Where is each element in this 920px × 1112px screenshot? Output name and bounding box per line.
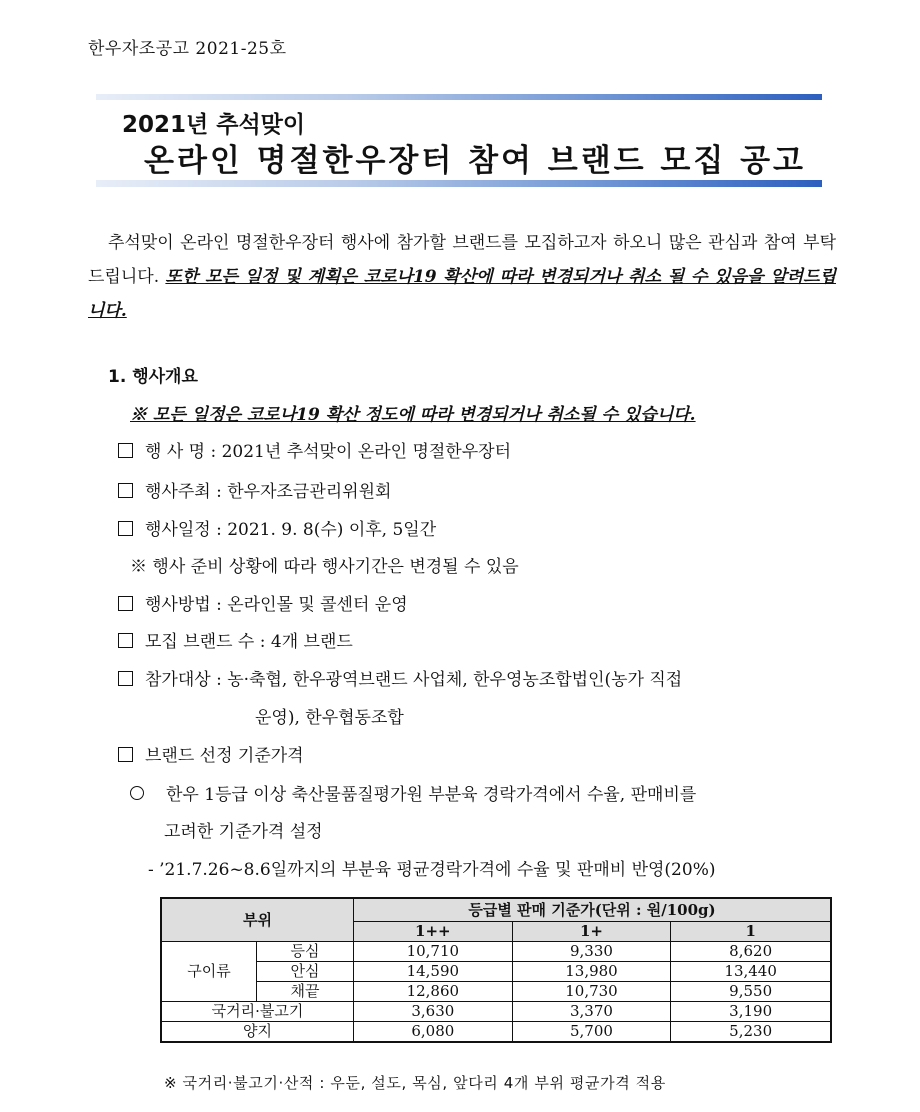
- section-title: 1. 행사개요: [108, 367, 198, 387]
- price-cell: 9,330: [512, 942, 671, 962]
- price-cell: 10,710: [354, 942, 513, 962]
- intro-emphasis: 또한 모든 일정 및 계획은 코로나19 확산에 따라 변경되거나 취소 될 수 있음을 알려드립니다.: [88, 267, 837, 321]
- part-cell: 안심: [257, 962, 354, 982]
- price-cell: 10,730: [512, 982, 671, 1002]
- price-cell: 5,700: [512, 1022, 671, 1043]
- part-cell: 양지: [161, 1022, 354, 1043]
- part-cell: 국거리·불고기: [161, 1002, 354, 1022]
- section-note: ※ 모든 일정은 코로나19 확산 정도에 따라 변경되거나 취소될 수 있습니다.: [130, 405, 696, 425]
- checkbox-square-icon: [118, 596, 133, 611]
- table-row: [161, 962, 831, 982]
- price-cell: 14,590: [354, 962, 513, 982]
- header-grade-group: 등급별 판매 기준가(단위 : 원/100g): [354, 898, 832, 922]
- table-row: [161, 1002, 831, 1022]
- item-text: 한우 1등급 이상 축산물품질평가원 부분육 경락가격에서 수율, 판매비를: [166, 785, 697, 805]
- price-cell: 13,440: [671, 962, 831, 982]
- item-text: 모집 브랜드 수 : 4개 브랜드: [145, 632, 353, 652]
- price-cell: 6,080: [354, 1022, 513, 1043]
- item-price-basis-cont: 고려한 기준가격 설정: [164, 822, 323, 842]
- header-part: 부위: [161, 898, 354, 942]
- page-title: 온라인 명절한우장터 참여 브랜드 모집 공고: [144, 143, 806, 179]
- checkbox-square-icon: [118, 443, 133, 458]
- checkbox-square-icon: [118, 671, 133, 686]
- item-method: [118, 590, 408, 615]
- item-text: 행사일정 : 2021. 9. 8(수) 이후, 5일간: [145, 520, 437, 540]
- item-text: 행 사 명 : 2021년 추석맞이 온라인 명절한우장터: [145, 442, 511, 462]
- notice-number: 한우자조공고 2021-25호: [88, 39, 287, 59]
- header-grade: 1+: [512, 922, 671, 942]
- item-host: [118, 477, 391, 502]
- title-banner: [96, 94, 822, 190]
- price-cell: 3,630: [354, 1002, 513, 1022]
- title-subtitle: 2021년 추석맞이: [122, 112, 306, 138]
- item-price-criteria: [118, 741, 304, 766]
- item-price-period: - ’21.7.26~8.6일까지의 부분육 평균경락가격에 수율 및 판매비 반영(20%): [148, 860, 716, 880]
- item-eligibility: [118, 665, 682, 690]
- item-event-name: [118, 437, 511, 462]
- checkbox-square-icon: [118, 633, 133, 648]
- checkbox-square-icon: [118, 521, 133, 536]
- circle-bullet-icon: [130, 786, 144, 800]
- price-cell: 9,550: [671, 982, 831, 1002]
- item-text: 브랜드 선정 기준가격: [145, 746, 304, 766]
- title-top-bar: [96, 94, 822, 100]
- item-eligibility-cont: 운영), 한우협동조합: [255, 708, 404, 728]
- table-row: [161, 982, 831, 1002]
- table-row: [161, 942, 831, 962]
- item-text: 참가대상 : 농·축협, 한우광역브랜드 사업체, 한우영농조합법인(농가 직접: [145, 670, 683, 690]
- table-footnote: ※ 국거리·불고기·산적 : 우둔, 설도, 목심, 앞다리 4개 부위 평균가격 적용: [164, 1074, 666, 1092]
- price-cell: 8,620: [671, 942, 831, 962]
- item-brand-count: [118, 627, 353, 652]
- price-cell: 3,370: [512, 1002, 671, 1022]
- table-row: [161, 1022, 831, 1043]
- part-cell: 등심: [257, 942, 354, 962]
- item-text: 행사주최 : 한우자조금관리위원회: [145, 482, 392, 502]
- item-text: 행사방법 : 온라인몰 및 콜센터 운영: [145, 595, 408, 615]
- part-cell: 채끝: [257, 982, 354, 1002]
- checkbox-square-icon: [118, 747, 133, 762]
- header-grade: 1: [671, 922, 831, 942]
- checkbox-square-icon: [118, 483, 133, 498]
- price-table: [160, 897, 832, 1043]
- title-bottom-bar: [96, 180, 822, 187]
- price-cell: 13,980: [512, 962, 671, 982]
- intro-text: 추석맞이 온라인 명절한우장터 행사에 참가할 브랜드를 모집하고자 하오니 많은 관심과 참여 부탁드립니다.: [88, 233, 836, 287]
- header-grade: 1++: [354, 922, 513, 942]
- price-cell: 5,230: [671, 1022, 831, 1043]
- price-cell: 3,190: [671, 1002, 831, 1022]
- intro-paragraph: [88, 226, 836, 328]
- item-price-basis: [130, 780, 696, 805]
- price-cell: 12,860: [354, 982, 513, 1002]
- item-schedule-note: ※ 행사 준비 상황에 따라 행사기간은 변경될 수 있음: [130, 557, 519, 577]
- group-label: 구이류: [161, 942, 257, 1002]
- item-schedule: [118, 515, 436, 540]
